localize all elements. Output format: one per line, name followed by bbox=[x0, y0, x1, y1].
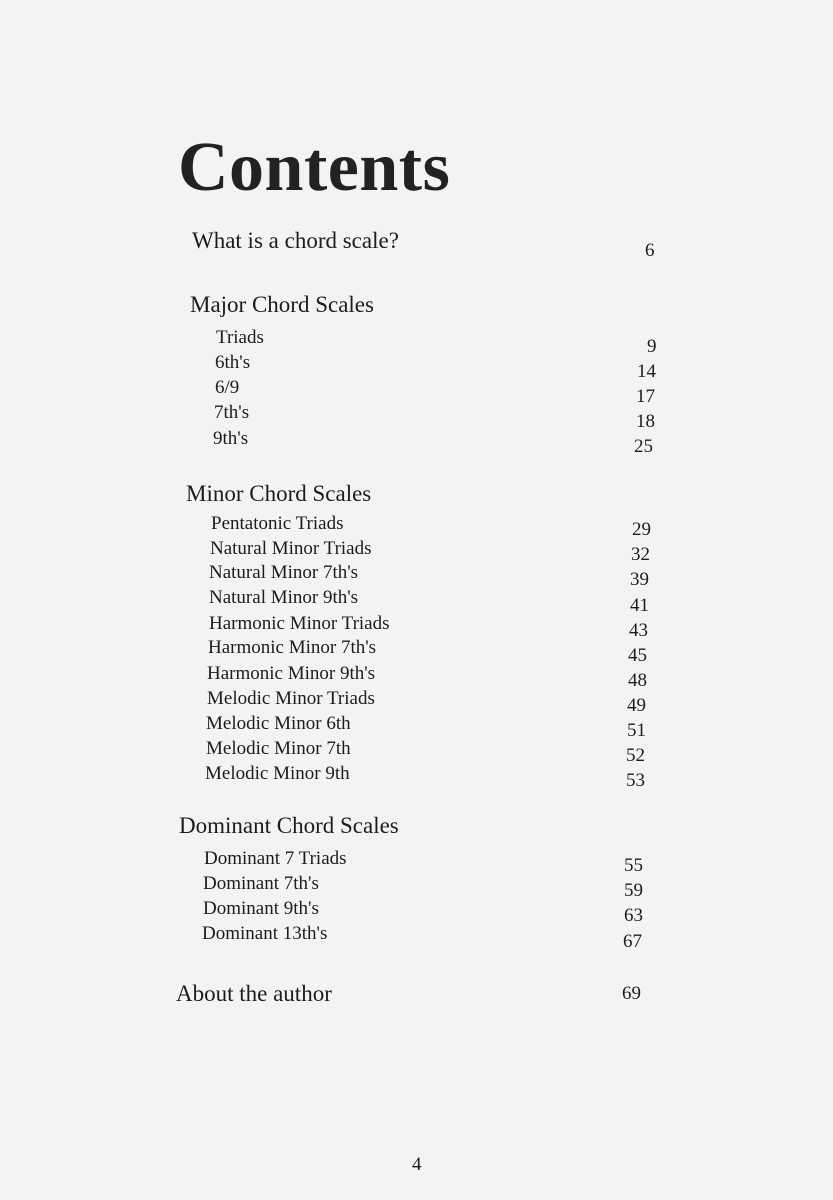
toc-entry: Natural Minor Triads bbox=[210, 538, 372, 559]
toc-entry: Melodic Minor 9th bbox=[205, 763, 350, 784]
toc-page-number: 53 bbox=[626, 770, 645, 791]
toc-entry: Harmonic Minor Triads bbox=[209, 613, 390, 634]
toc-entry: Natural Minor 7th's bbox=[209, 562, 359, 583]
toc-page-number: 59 bbox=[624, 880, 643, 901]
toc-entry: Melodic Minor Triads bbox=[207, 688, 375, 709]
toc-page-number: 51 bbox=[627, 720, 646, 741]
toc-entry: Dominant 13th's bbox=[202, 923, 328, 944]
toc-entry: Dominant 9th's bbox=[203, 898, 319, 919]
toc-page-number: 43 bbox=[629, 620, 648, 641]
toc-page-number: 63 bbox=[624, 905, 643, 926]
toc-entry: Harmonic Minor 7th's bbox=[208, 637, 377, 658]
toc-page-number: 48 bbox=[628, 670, 647, 691]
toc-entry: Melodic Minor 7th bbox=[206, 738, 351, 759]
toc-page-number: 29 bbox=[632, 519, 651, 540]
toc-entry: Triads bbox=[216, 327, 264, 348]
toc-page-number: 17 bbox=[636, 386, 655, 407]
toc-page-number: 18 bbox=[636, 411, 655, 432]
section-heading-minor: Minor Chord Scales bbox=[186, 481, 372, 506]
toc-page-number: 14 bbox=[637, 361, 656, 382]
toc-page-number: 52 bbox=[626, 745, 645, 766]
toc-entry: Natural Minor 9th's bbox=[209, 587, 359, 608]
toc-entry: 9th's bbox=[213, 428, 249, 449]
section-heading-major: Major Chord Scales bbox=[190, 292, 374, 317]
page-title: Contents bbox=[178, 129, 451, 206]
toc-entry: 7th's bbox=[214, 402, 250, 423]
toc-page-number: 67 bbox=[623, 931, 642, 952]
toc-entry: 6th's bbox=[215, 352, 251, 373]
toc-page-number: 32 bbox=[631, 544, 650, 565]
toc-entry: Dominant 7 Triads bbox=[204, 848, 347, 869]
toc-entry: Melodic Minor 6th bbox=[206, 713, 351, 734]
toc-page-number: 6 bbox=[645, 240, 655, 261]
toc-entry: Harmonic Minor 9th's bbox=[207, 663, 376, 684]
toc-page-number: 9 bbox=[647, 336, 657, 357]
toc-page-number: 49 bbox=[627, 695, 646, 716]
toc-entry: Dominant 7th's bbox=[203, 873, 319, 894]
toc-entry: 6/9 bbox=[215, 377, 240, 398]
toc-entry-about-author: About the author bbox=[176, 981, 332, 1006]
toc-page-number: 39 bbox=[630, 569, 649, 590]
toc-entry: Pentatonic Triads bbox=[211, 513, 344, 534]
toc-page-number: 45 bbox=[628, 645, 647, 666]
toc-page-number: 41 bbox=[630, 595, 649, 616]
section-heading-dominant: Dominant Chord Scales bbox=[179, 813, 399, 838]
toc-entry-chord-scale: What is a chord scale? bbox=[192, 228, 399, 253]
page-number: 4 bbox=[412, 1154, 422, 1175]
toc-page-number: 55 bbox=[624, 855, 643, 876]
toc-page-number: 25 bbox=[634, 436, 653, 457]
toc-page-number: 69 bbox=[622, 983, 641, 1004]
